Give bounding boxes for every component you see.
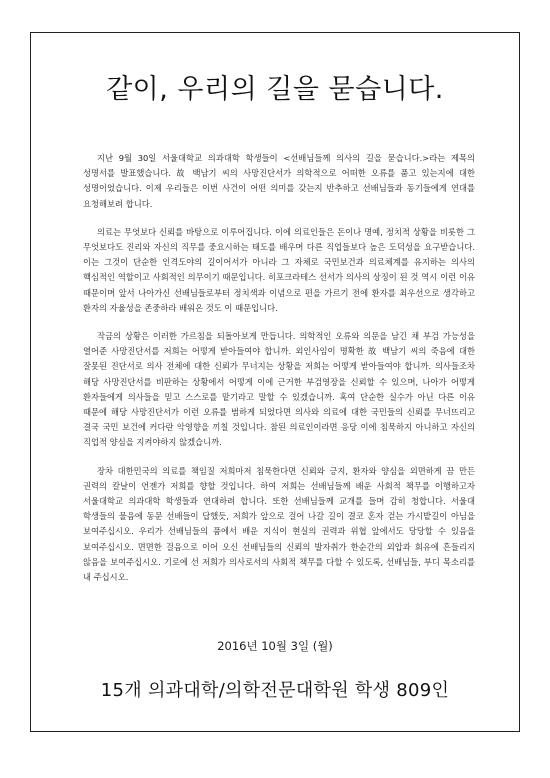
statement-body bbox=[83, 151, 475, 598]
statement-signature: 15개 의과대학/의학전문대학원 학생 809인 bbox=[100, 680, 450, 701]
statement-title: 같이, 우리의 길을 묻습니다. bbox=[106, 74, 444, 105]
statement-paragraph-3: 작금의 상황은 이러한 가르침을 되돌아보게 만듭니다. 의학적인 오류와 의문을 남긴 채 부검 가능성을 열어준 사망진단서를 저희는 어떻게 받아들여야 합니까. 외인사임이 명확한 故 백남기 씨의 죽음에 대한 잘못된 진단서로 의사 전체에 대한 신뢰가 무너지는 상황을 저희는 어떻게 받아들여야 합니까. 의사들조차 해당 사망진단서를 비판하는 상황에서 어떻게 이에 근거한 부검영장을 신뢰할 수 있으며, 나아가 어떻게 환자들에게 의사들을 믿고 스스로를 맡기라고 말할 수 있겠습니까. 혹여 단순한 실수가 아닌 다른 이유 때문에 해당 사망진단서가 이런 오류를 범하게 되었다면 의사와 의료에 대한 국민들의 신뢰를 무너뜨리고 결국 국민 보건에 커다란 악영향을 끼칠 것입니다. 참된 의료인이라면 응당 이에 침묵하지 아니하고 자신의 직업적 양심을 지켜야하지 않겠습니까. bbox=[83, 331, 476, 448]
statement-paragraph-2: 의료는 무엇보다 신뢰를 바탕으로 이루어집니다. 이에 의료인들은 돈이나 명예, 정치적 상황을 비롯한 그 무엇보다도 진리와 자신의 직무를 중요시하는 태도를 배우며 다른 직업들보다 높은 도덕성을 요구받습니다. 이는 그것이 단순한 인격도야의 길이어서가 아니라 그 자체로 국민보건과 의료체계를 유지하는 의사의 핵심적인 역할이고 사회적인 의무이기 때문입니다. 히포크라테스 선서가 의사의 상징이 된 것 역시 이런 이유 때문이며 앞서 나아가신 선배님들로부터 정치색과 이념으로 편을 가르기 전에 환자를 최우선으로 생각하고 환자의 자율성을 존중하라 배워온 것도 이 때문입니다. bbox=[83, 226, 475, 313]
statement-paragraph-4: 장차 대한민국의 의료를 책임질 저희마저 침묵한다면 신뢰와 긍지, 환자와 양심을 외면하게 끔 만든 권력의 칼날이 언젠가 저희를 향할 것입니다. 하여 저희는 선배님들께 배운 사회적 책무를 이행하고자 서울대학교 의과대학 학생들과 연대하려 합니다. 또한 선배님들께 교개를 들며 감히 청합니다. 서울대 학생들의 물음에 동문 선배들이 답했듯, 저희가 앞으로 걸어 나갈 길이 결코 혼자 걷는 가시밭길이 아님을 보여주십시오. 우리가 선배님들의 품에서 배운 지식이 현실의 권력과 위협 앞에서도 당당할 수 있음을 보여주십시오. 면면한 걸음으로 이어 오신 선배님들의 신뢰의 발자취가 한순간의 외압과 회유에 흔들리지 않음을 보여주십시오. 기로에 선 저희가 의사로서의 사회적 책무를 다할 수 있도록, 선배님들, 부디 목소리를 내 주십시오. bbox=[83, 465, 475, 583]
statement-page bbox=[30, 32, 520, 732]
statement-paragraph-1: 지난 9월 30일 서울대학교 의과대학 학생들이 <선배님들께 의사의 길을 묻습니다.>라는 제목의 성명서를 발표했습니다. 故 백남기 씨의 사망진단서가 의학적으로 어떠한 오류를 품고 있는지에 대한 성명이었습니다. 이제 우리들은 이번 사건이 어떤 의미를 갖는지 반추하고 선배님들과 동기들에게 연대를 요청해보려 합니다. bbox=[83, 153, 475, 209]
statement-date: 2016년 10월 3일 (월) bbox=[217, 639, 333, 653]
